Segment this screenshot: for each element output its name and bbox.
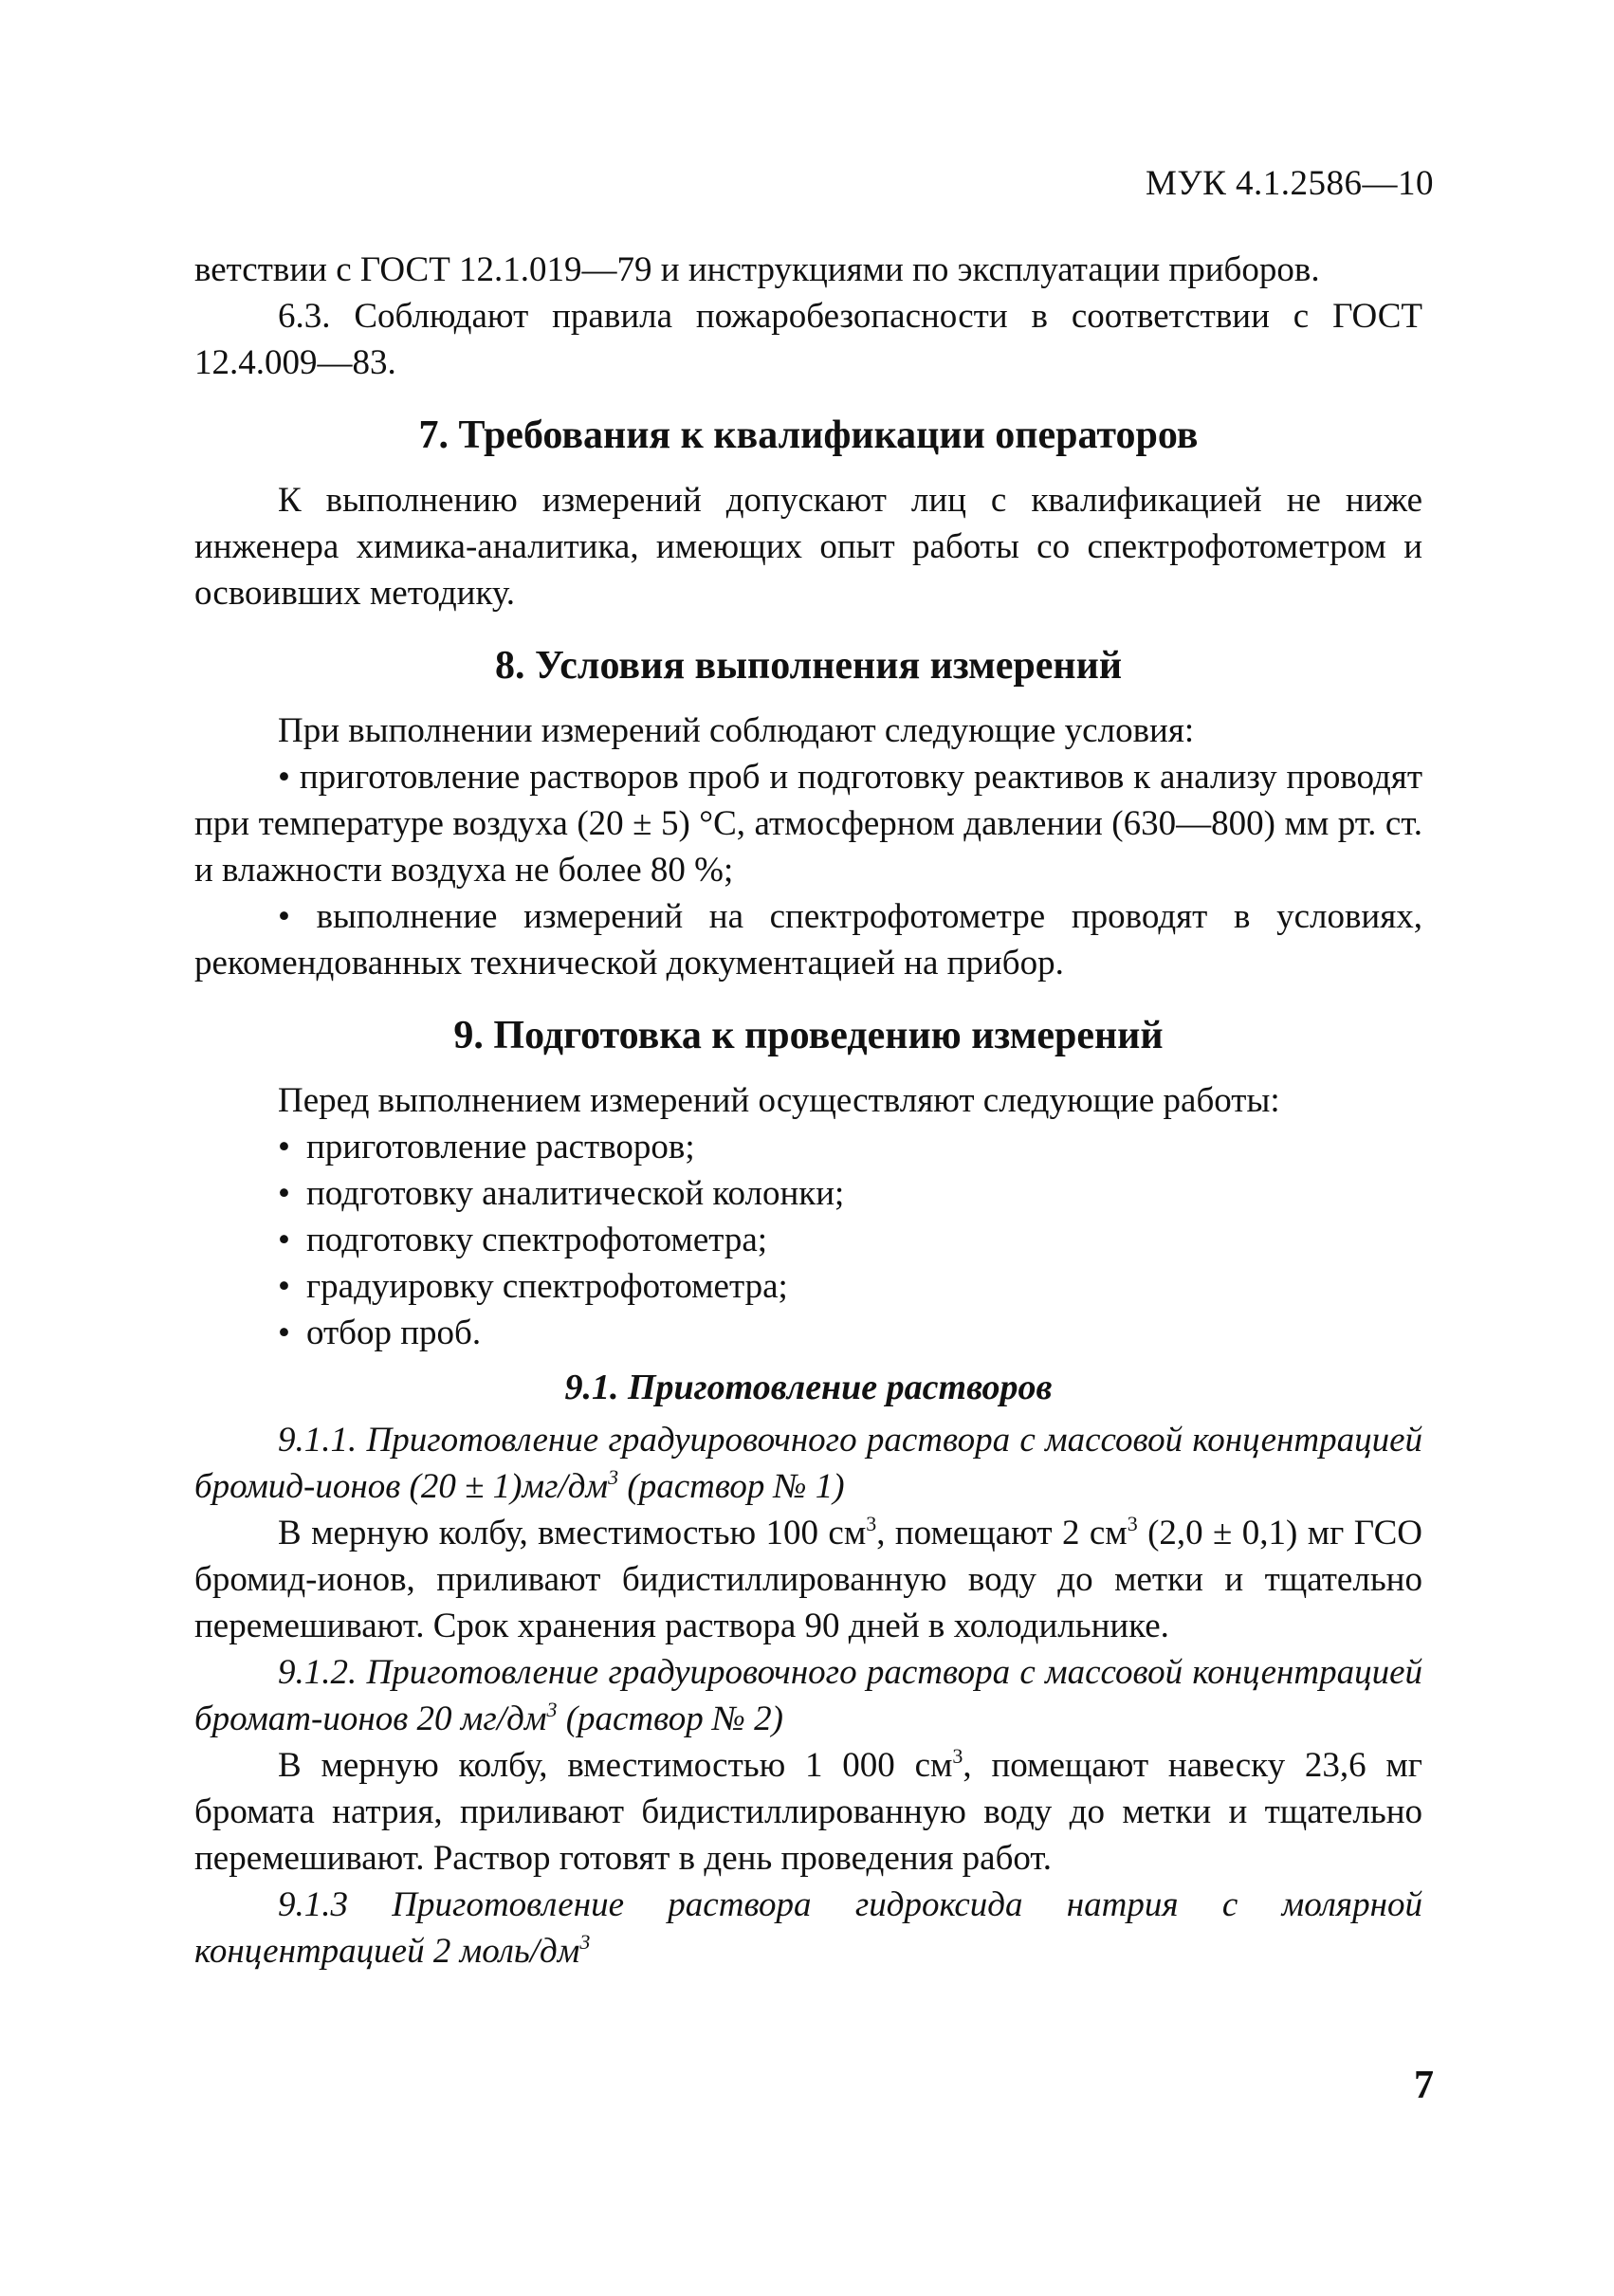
section-8-intro: При выполнении измерений соблюдают следующие условия: [278,711,1195,750]
list-item: • подготовку спектрофотометра; [278,1217,1422,1263]
document-code: МУК 4.1.2586—10 [1145,164,1434,203]
bullet-icon: • [278,1174,290,1213]
subsection-9-1-title: 9.1. Приготовление растворов [564,1368,1053,1407]
section-9-intro: Перед выполнением измерений осуществляют следующие работы: [278,1081,1280,1120]
section-8-bullet-1: • приготовление растворов проб и подготовку реактивов к анализу проводят при температуре воздуха (20 ± 5) °С, атмосферном давлении (630—800) мм рт. ст. и влажности воздуха не более 80 %; [194,758,1422,890]
section-8-bullet-2: • выполнение измерений на спектрофотометре проводят в условиях, рекомендованных технической документацией на прибор. [194,897,1422,983]
page-number: 7 [1414,2064,1434,2107]
subsection-9-1-2-title: 9.1.2. Приготовление градуировочного раствора с массовой концентрацией бромат-ионов 20 $мг/дм^3$ (раствор № 2) [194,1653,1422,1738]
paragraph-6-3: 6.3. Соблюдают правила пожаробезопасности в соответствии с ГОСТ 12.4.009—83. [194,297,1422,382]
list-item: • градуировку спектрофотометра; [278,1263,1422,1310]
section-7-paragraph: К выполнению измерений допускают лиц с квалификацией не ниже инженера химика-аналитика, имеющих опыт работы со спектрофотометром и освоивших методику. [194,481,1422,613]
subsection-9-1-1-title: 9.1.1. Приготовление градуировочного раствора с массовой концентрацией бромид-ионов $(20 \pm 1)мг/дм^3$ (раствор № 1) [194,1421,1422,1506]
bullet-icon: • [278,1128,290,1166]
subsection-9-1-2-paragraph: В мерную колбу, вместимостью 1 000 $см^3$, помещают навеску 23,6 мг бромата натрия, приливают бидистиллированную воду до метки и тщательно перемешивают. Раствор готовят в день проведения работ. [194,1744,1422,1878]
subsection-9-1-3-title: 9.1.3 Приготовление раствора гидроксида натрия с молярной концентрацией 2 моль/$дм^3$ [194,1885,1422,1971]
intro-paragraph: ветствии с ГОСТ 12.1.019—79 и инструкциями по эксплуатации приборов. [194,250,1320,289]
section-9-title: 9. Подготовка к проведению измерений [453,1014,1164,1057]
bullet-icon: • [278,1267,290,1306]
list-item: • отбор проб. [278,1310,1422,1356]
section-7-title: 7. Требования к квалификации операторов [418,413,1199,457]
bullet-icon: • [278,1221,290,1259]
section-8-title: 8. Условия выполнения измерений [494,644,1123,688]
bullet-icon: • [278,1313,290,1352]
list-item: • приготовление растворов; [278,1124,1422,1170]
subsection-9-1-1-paragraph: В мерную колбу, вместимостью 100 $см^3$, помещают 2 $см^3$ (2,0 ± 0,1) мг ГСО бромид-ионов, приливают бидистиллированную воду до метки и тщательно перемешивают. Срок хранения раствора 90 дней в холодильнике. [194,1512,1422,1645]
list-item: • подготовку аналитической колонки; [278,1170,1422,1217]
page-body [194,156,1422,1975]
